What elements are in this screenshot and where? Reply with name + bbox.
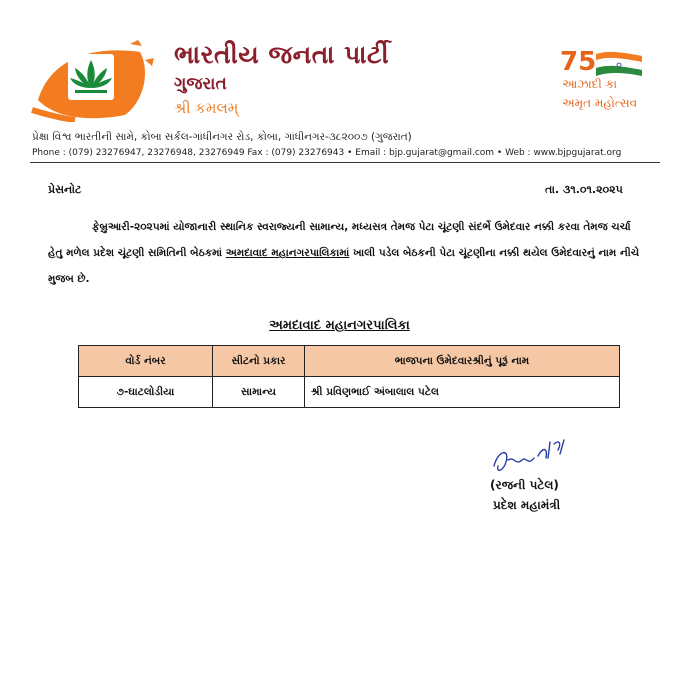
table-header-row (79, 346, 620, 377)
header-candidate-name: ભાજપના ઉમેદવારશ્રીનું પૂરૂં નામ (305, 346, 620, 377)
cell-seat-type: સામાન્ય (213, 377, 305, 408)
paragraph-underlined: અમદાવાદ મહાનગરપાલિકામાં (225, 247, 350, 259)
azadi-text-line2: અમૃત મહોત્સવ (562, 96, 638, 110)
table-title-text: અમદાવાદ મહાનગરપાલિકા (269, 318, 410, 333)
paragraph-part1: ફેબ્રુઆરી-૨૦૨૫માં યોજાનારી સ્થાનિક સ્વરાજ્યની સામાન્ય, મધ્યસત્ર તેમજ પેટા ચૂંટણી સંદર્ભે ઉમેદવાર નક્કી કરવા તેમજ ચર્ચા હેતુ મળેલ પ્રદેશ ચૂંટણી સમિતિની બેઠકમાં (48, 221, 631, 259)
cell-candidate: શ્રી પ્રવિણભાઈ અંબાલાલ પટેલ (305, 377, 620, 408)
table-title (0, 318, 679, 333)
office-address: પ્રેક્ષા વિશ્વ ભારતીની સામે, કોબા સર્કલ-ગાંધીનગર રોડ, કોબા, ગાંધીનગર-૩૮૨૦૦૭ (ગુજરાત) (32, 131, 412, 143)
handwritten-signature (488, 436, 580, 484)
party-state: ગુજરાત (174, 74, 227, 94)
signatory-name: (રજની પટેલ) (490, 478, 559, 492)
header-ward-number: વોર્ડ નંબર (79, 346, 213, 377)
header-seat-type: સીટનો પ્રકાર (213, 346, 305, 377)
header-divider (30, 162, 660, 163)
bjp-lotus-logo (30, 40, 158, 122)
contact-details: Phone : (079) 23276947, 23276948, 23276949 Fax : (079) 23276943 • Email : bjp.gujarat@gmail.com • Web : www.bjpgujarat.org (32, 148, 622, 158)
svg-text:75: 75 (560, 47, 597, 77)
signatory-title: પ્રદેશ મહામંત્રી (493, 498, 561, 512)
paragraph-part2: ખાલી પડેલ બેઠકની પેટા ચૂંટણીના નક્કી થયેલ ઉમેદવારનું નામ નીચે મુજબ છે. (48, 247, 640, 285)
party-motto: શ્રી કમલમ્ (174, 99, 239, 117)
body-paragraph (48, 214, 640, 292)
party-name: ભારતીય જનતા પાર્ટી (174, 40, 390, 69)
document-date: તા. ૩૧.૦૧.૨૦૨૫ (545, 183, 623, 196)
table-row (79, 377, 620, 408)
press-note-label: પ્રેસનોટ (48, 183, 82, 196)
candidate-table (78, 345, 620, 408)
cell-ward: ૭-ઘાટલોડીયા (79, 377, 213, 408)
azadi-text-line1: આઝાદી કા (562, 77, 618, 91)
